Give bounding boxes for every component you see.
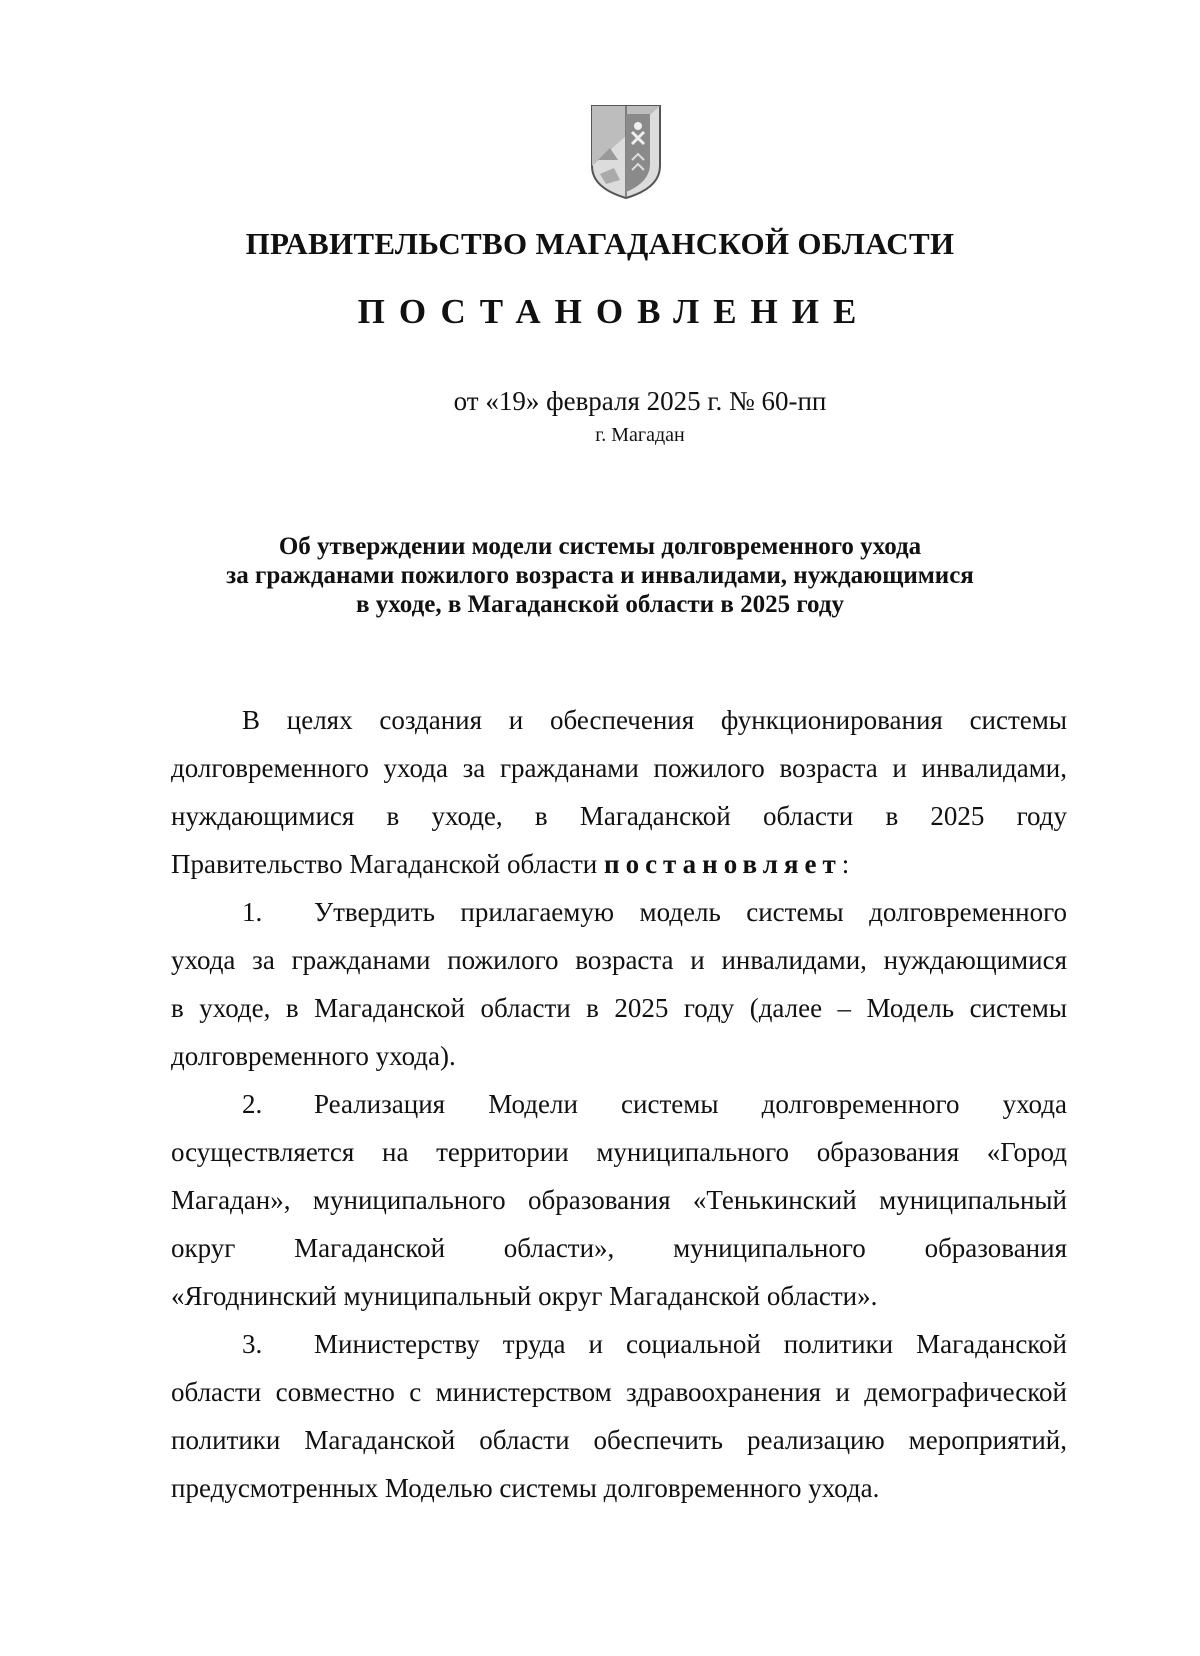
paragraph-line: политики Магаданской области обеспечить реализацию мероприятий, [171,1425,1067,1455]
paragraph-line: долговременного ухода за гражданами пожилого возраста и инвалидами, [171,753,1067,783]
city: г. Магадан [595,424,685,446]
paragraph-line: долговременного ухода). [171,1041,456,1071]
item-number: 2. [242,1089,263,1119]
coat-of-arms-icon [588,104,664,200]
list-item [171,1320,1067,1512]
paragraph-line: «Ягоднинский муниципальный округ Магаданской области». [171,1281,878,1311]
government-title: ПРАВИТЕЛЬСТВО МАГАДАНСКОЙ ОБЛАСТИ [245,226,955,261]
paragraph-line: области совместно с министерством здравоохранения и демографической [171,1377,1067,1407]
document-subject [0,532,1200,619]
punctuation: : [841,849,850,879]
subject-line: в уходе, в Магаданской области в 2025 году [356,591,844,618]
item-text: Утвердить прилагаемую модель системы долговременного [314,897,1067,927]
date-and-number: от «19» февраля 2025 г. № 60-пп [453,386,827,416]
decree-word: постановляет [604,849,842,879]
list-item [171,888,1067,1080]
paragraph-line: предусмотренных Моделью системы долговременного ухода. [171,1473,880,1503]
paragraph-line: нуждающимися в уходе, в Магаданской области в 2025 году [171,801,1067,831]
paragraph-line: ухода за гражданами пожилого возраста и инвалидами, нуждающимися [171,945,1067,975]
subject-line: за гражданами пожилого возраста и инвалидами, нуждающимися [226,562,974,589]
paragraph-line [171,840,1067,888]
item-number: 3. [242,1329,263,1359]
item-text: Реализация Модели системы долговременного ухода [314,1089,1067,1119]
paragraph-line: Магадан», муниципального образования «Тенькинский муниципальный [171,1185,1067,1215]
paragraph-line [171,888,1067,936]
document-type: ПОСТАНОВЛЕНИЕ [357,292,871,331]
list-item [171,1080,1067,1320]
paragraph-line [171,1080,1067,1128]
preamble-text: Правительство Магаданской области [171,849,598,879]
paragraph-line [171,1320,1067,1368]
item-text: Министерству труда и социальной политики Магаданской [314,1329,1067,1359]
paragraph-line: в уходе, в Магаданской области в 2025 году (далее – Модель системы [171,993,1067,1023]
paragraph-line: В целях создания и обеспечения функционирования системы [242,705,1067,735]
subject-line: Об утверждении модели системы долговременного ухода [278,533,922,560]
preamble [171,696,1067,888]
paragraph-line: осуществляется на территории муниципального образования «Город [171,1137,1067,1167]
item-number: 1. [242,897,263,927]
paragraph-line: округ Магаданской области», муниципального образования [171,1233,1067,1263]
